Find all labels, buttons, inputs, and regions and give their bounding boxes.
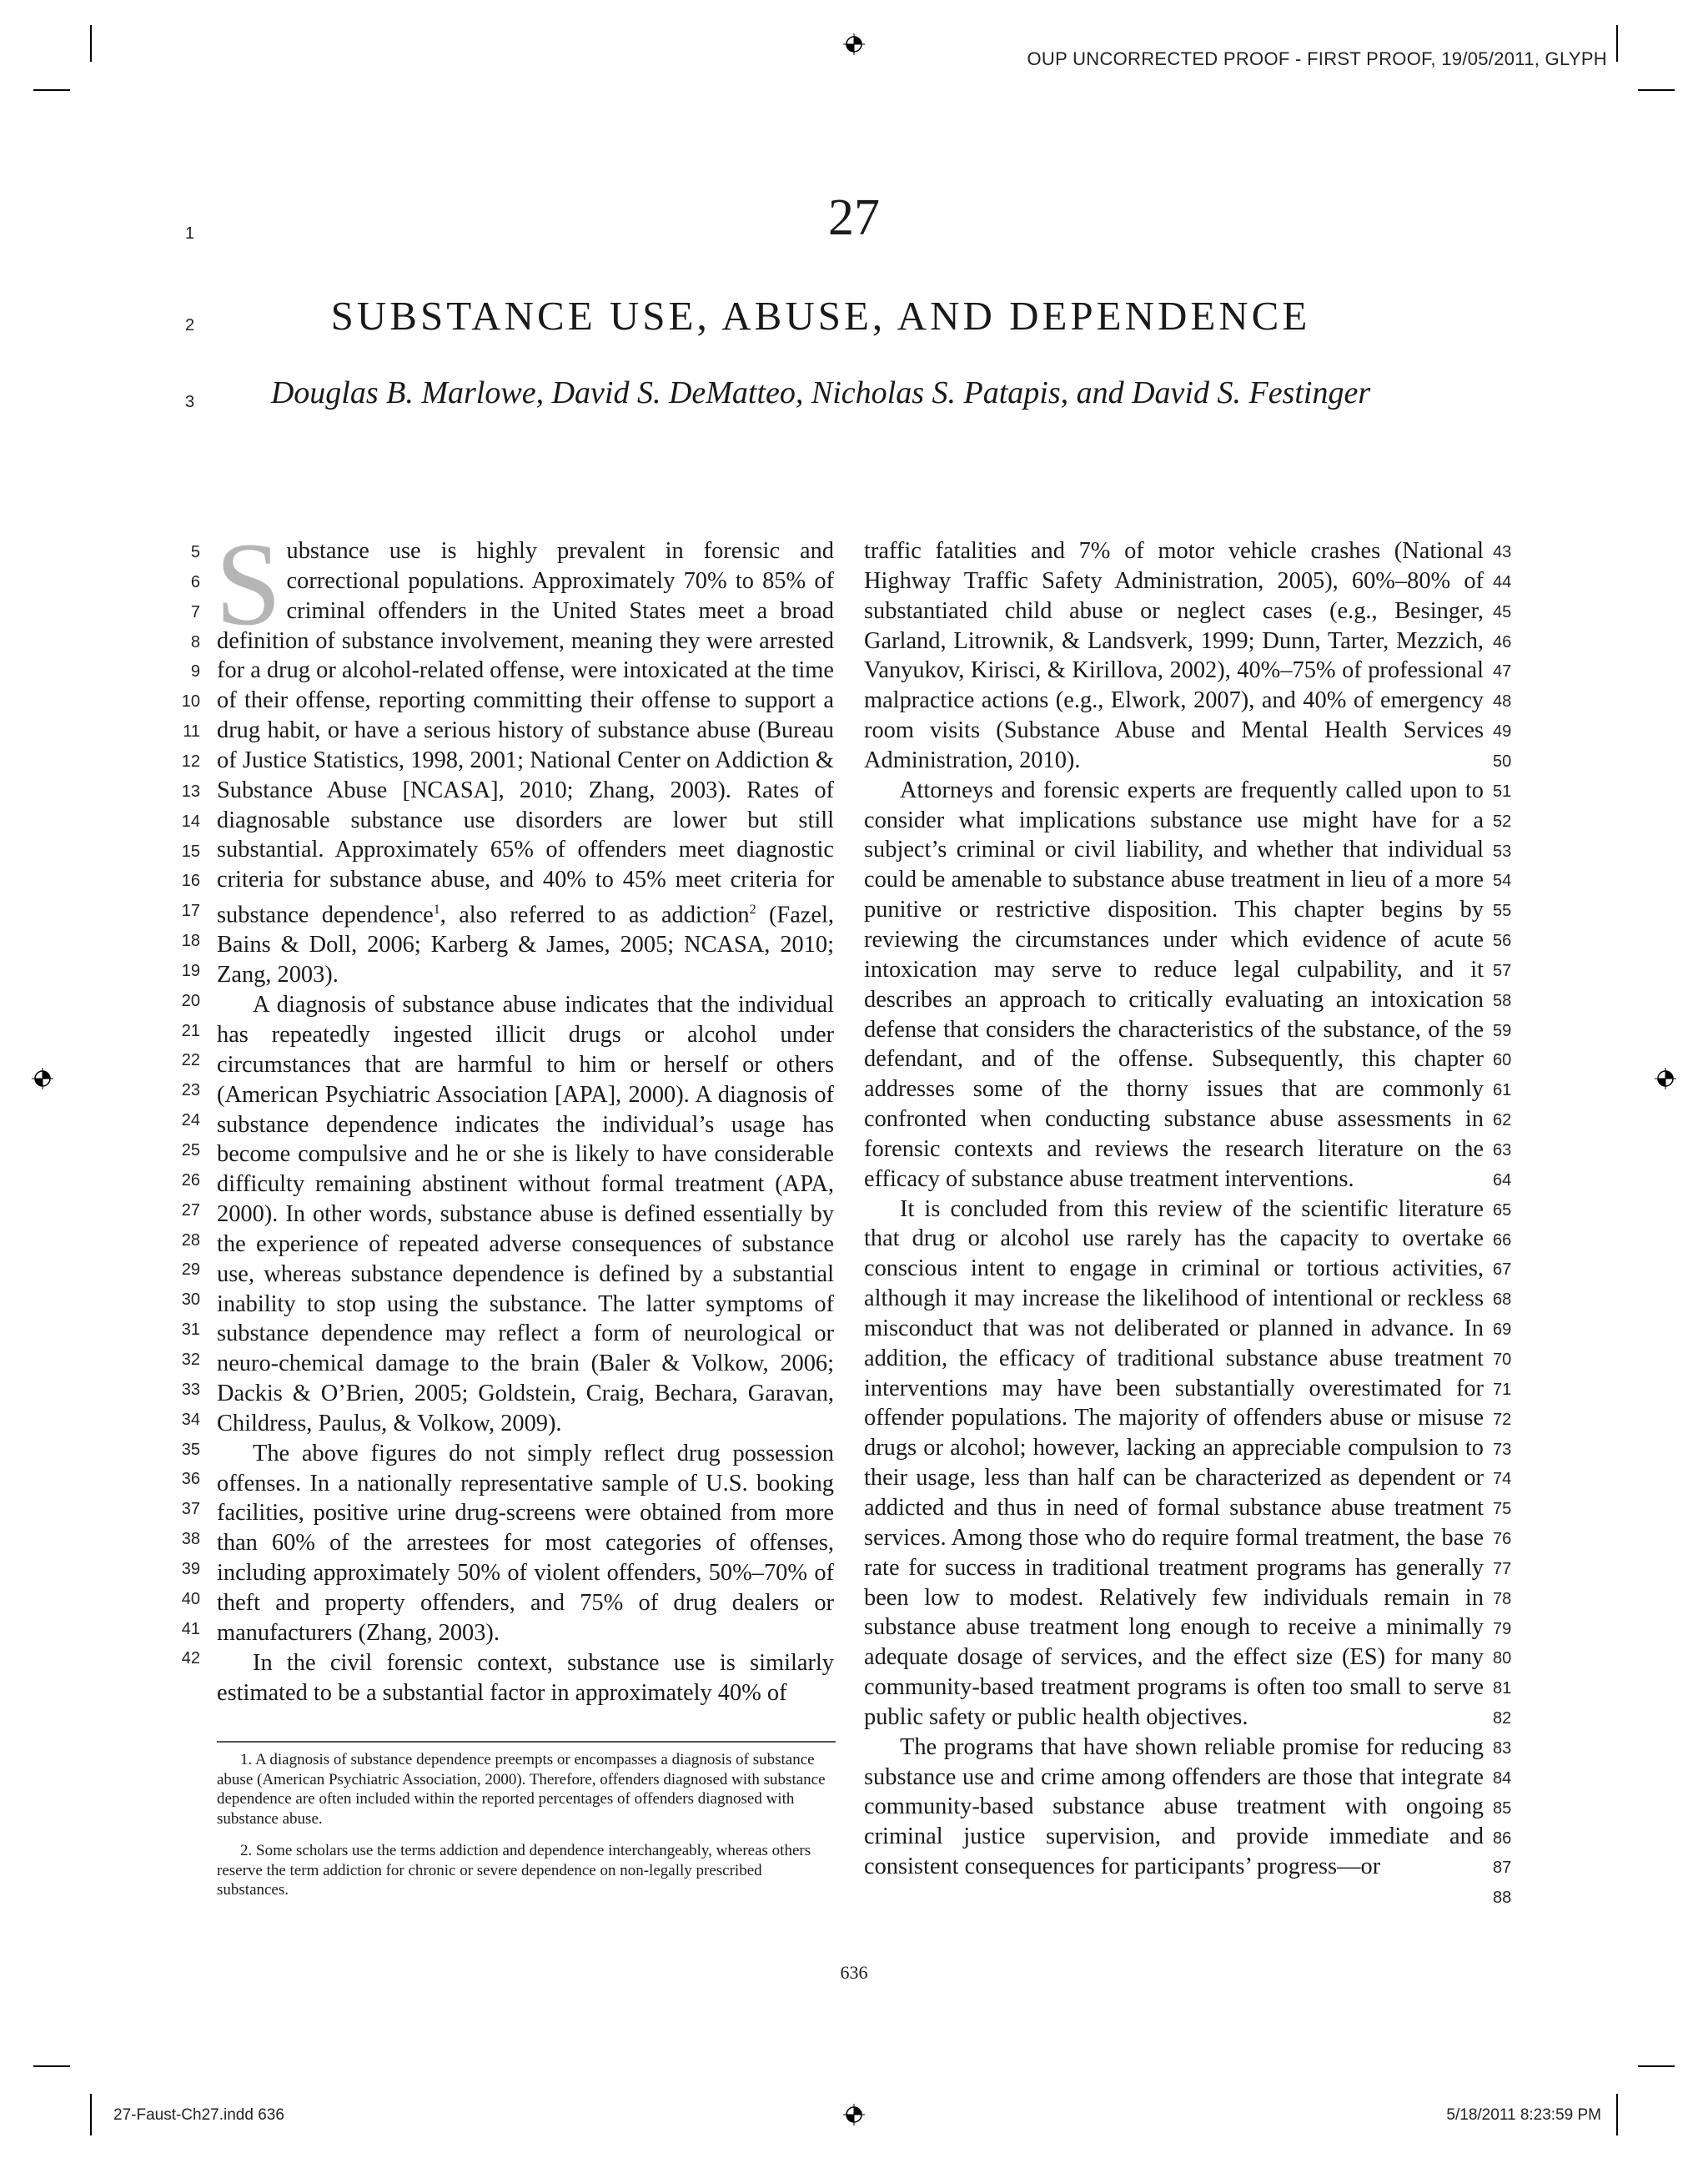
line-number: 33 [181,1380,200,1399]
registration-mark-icon [843,2104,865,2125]
line-number: 11 [183,722,200,742]
line-number: 13 [181,782,200,801]
left-column [215,518,834,1708]
line-number: 3 [185,393,195,411]
line-number: 41 [181,1619,200,1638]
line-number: 5 [190,543,200,561]
line-number: 42 [181,1649,200,1668]
line-number: 82 [1493,1709,1512,1728]
line-number: 71 [1493,1380,1512,1399]
line-number: 68 [1493,1290,1512,1310]
paragraph: In the civil forensic context, substance use is similarly estimated to be a substantial factor in approximately 40% of [217,1649,834,1706]
line-number: 72 [1493,1410,1512,1429]
line-number: 34 [181,1410,200,1429]
line-number: 26 [181,1170,200,1190]
paragraph: Attorneys and forensic experts are frequently called upon to consider what implications substance use might have for a subject’s criminal or civil liability, and whether that individual could be amenable to substance abuse treatment in lieu of a more punitive or restrictive disposition. This chapter begins by reviewing the circumstances under which evidence of acute intoxication may serve to reduce legal culpability, and it describes an approach to critically evaluating an intoxication defense that considers the characteristics of the substance, of the defendant, and of the offense. Subsequently, this chapter addresses some of the thorny issues that are commonly confronted when conducting substance abuse assessments in forensic contexts and reviews the research literature on the efficacy of substance abuse treatment interventions. [864,777,1484,1192]
line-number: 86 [1493,1829,1512,1848]
line-number: 77 [1493,1559,1512,1578]
line-number: 58 [1493,991,1512,1010]
line-number: 48 [1493,692,1512,712]
line-number: 43 [1493,543,1512,561]
line-number: 10 [181,692,200,712]
footnotes [217,1750,836,1913]
line-number: 84 [1493,1768,1512,1788]
line-number: 61 [1493,1081,1512,1100]
paragraph-text: ubstance use is highly prevalent in forensic and correctional populations. Approximately 70% to 85% of criminal offenders in the United States meet a broad definition of substance involvement, meaning they were arrested for a drug or alcohol-related offense, were intoxicated at the time of their offense, reporting committing their offense to support a drug habit, or have a serious history of substance abuse (Bureau of Justice Statistics, 1998, 2001; National Center on Addiction & Substance Abuse [NCASA], 2010; Zhang, 2003). Rates of diagnosable substance use disorders are lower but still substantial. Approximately 65% of offenders meet diagnostic criteria for substance abuse, and 40% to 45% meet criteria for substance dependence [217,538,834,928]
line-number: 24 [181,1111,200,1130]
footnote-rule [217,1741,836,1743]
line-number: 70 [1493,1350,1512,1369]
paragraph: traffic fatalities and 7% of motor vehicle crashes (National Highway Traffic Safety Administration, 2005), 60%–80% of substantiated child abuse or neglect cases (e.g., Besinger, Garland, Litrownik, & Landsverk, 1999; Dunn, Tarter, Mezzich, Vanyukov, Kirisci, & Kirillova, 2002), 40%–75% of professional malpractice actions (e.g., Elwork, 2007), and 40% of emergency room visits (Substance Abuse and Mental Health Services Administration, 2010). [864,538,1484,773]
right-column [864,536,1484,1882]
line-number: 6 [190,572,200,591]
line-number: 56 [1493,932,1512,951]
line-number: 54 [1493,872,1512,891]
line-number: 47 [1493,662,1512,682]
crop-mark [90,25,92,62]
paragraph-text: (Fazel, Bains & Doll, 2006; Karberg & James, 2005; NCASA, 2010; Zang, 2003). [217,902,834,988]
line-number: 18 [181,932,200,951]
line-number: 32 [181,1350,200,1369]
line-number: 7 [190,602,200,621]
line-number: 19 [181,961,200,980]
registration-mark-icon [843,33,865,55]
chapter-number: 27 [828,189,880,246]
line-number: 16 [181,872,200,891]
line-number: 78 [1493,1589,1512,1608]
line-number: 66 [1493,1230,1512,1250]
line-number: 15 [181,842,200,861]
line-number: 62 [1493,1111,1512,1130]
line-number: 23 [181,1081,200,1100]
line-number: 21 [181,1021,200,1040]
line-number: 2 [185,316,195,335]
line-number: 75 [1493,1500,1512,1519]
line-number: 17 [181,902,200,921]
footnote-ref[interactable]: 2 [749,903,756,918]
line-number: 22 [181,1051,200,1070]
line-number: 76 [1493,1530,1512,1549]
line-number: 25 [181,1141,200,1159]
line-number: 37 [181,1500,200,1519]
line-number: 40 [181,1589,200,1608]
line-number: 35 [181,1440,200,1459]
line-number: 9 [190,662,200,682]
line-number: 57 [1493,961,1512,980]
registration-mark-icon [1655,1068,1676,1089]
crop-mark [1616,25,1618,62]
line-number: 14 [181,812,200,831]
paragraph: The programs that have shown reliable promise for reducing substance use and crime among offenders are those that integrate community-based substance abuse treatment with ongoing criminal justice supervision, and provide immediate and consistent consequences for participants’ progress—or [864,1733,1484,1880]
line-number: 88 [1493,1889,1512,1908]
chapter-authors: Douglas B. Marlowe, David S. DeMatteo, Nicholas S. Patapis, and David S. Festinger [270,375,1371,410]
line-number: 63 [1493,1141,1512,1159]
footnote: 2. Some scholars use the terms addiction and dependence interchangeably, whereas others reserve the term addiction for chronic or severe dependence on non-legally prescribed substances. [217,1842,811,1899]
proof-stamp: OUP UNCORRECTED PROOF - FIRST PROOF, 19/05/2011, GLYPH [1027,48,1607,69]
line-number: 80 [1493,1649,1512,1668]
line-number: 59 [1493,1021,1512,1040]
line-number: 52 [1493,812,1512,831]
line-number: 36 [181,1470,200,1489]
line-number: 64 [1493,1170,1512,1190]
crop-mark [33,89,70,91]
line-number: 83 [1493,1739,1512,1758]
line-number: 87 [1493,1859,1512,1878]
crop-mark [1638,89,1675,91]
line-number: 81 [1493,1679,1512,1698]
line-number: 44 [1493,572,1512,591]
crop-mark [90,2094,92,2135]
line-number: 27 [181,1200,200,1220]
line-number: 49 [1493,722,1512,742]
line-number: 30 [181,1290,200,1310]
paragraph [215,518,834,990]
line-number: 53 [1493,842,1512,861]
paragraph: It is concluded from this review of the scientific literature that drug or alcohol use rarely has the capacity to overtake conscious intent to engage in criminal or tortious activities, although it may increase the likelihood of intentional or reckless misconduct that was not deliberated or planned in advance. In addition, the efficacy of traditional substance abuse treatment interventions may have been substantially overestimated for offender populations. The majority of offenders abuse or misuse drugs or alcohol; however, lacking an appreciable compulsion to their usage, less than half can be characterized as dependent or addicted and thus in need of formal substance abuse treatment services. Among those who do require formal treatment, the base rate for success in traditional treatment programs has generally been low to modest. Relatively few individuals remain in substance abuse treatment long enough to receive a minimally adequate dosage of services, and the effect size (ES) for many community-based treatment programs is often too small to serve public safety or public health objectives. [864,1195,1484,1730]
line-number: 31 [181,1320,200,1340]
page-number: 636 [840,1962,868,1983]
line-number: 73 [1493,1440,1512,1459]
paragraph: The above figures do not simply reflect drug possession offenses. In a nationally representative sample of U.S. booking facilities, positive urine drug-screens were obtained from more than 60% of the arrestees for most categories of offenses, including approximately 50% of violent offenders, 50%–70% of theft and property offenders, and 75% of drug dealers or manufacturers (Zhang, 2003). [217,1440,834,1646]
line-number: 8 [190,632,200,651]
line-number: 50 [1493,752,1512,771]
paragraph: A diagnosis of substance abuse indicates that the individual has repeatedly ingested illicit drugs or alcohol under circumstances that are harmful to him or herself or others (American Psychiatric Association [APA], 2000). A diagnosis of substance dependence indicates the individual’s usage has become compulsive and he or she is likely to have considerable difficulty remaining abstinent without formal treatment (APA, 2000). In other words, substance abuse is defined essentially by the experience of repeated adverse consequences of substance use, whereas substance dependence is defined by a substantial inability to stop using the substance. The latter symptoms of substance dependence may reflect a form of neurological or neuro-chemical damage to the brain (Baler & Volkow, 2006; Dackis & O’Brien, 2005; Goldstein, Craig, Bechara, Garavan, Childress, Paulus, & Volkow, 2009). [217,992,834,1436]
line-number: 20 [181,991,200,1010]
line-number: 55 [1493,902,1512,921]
line-number: 74 [1493,1470,1512,1489]
line-number: 79 [1493,1619,1512,1638]
line-number: 28 [181,1230,200,1250]
line-number: 85 [1493,1798,1512,1818]
line-number: 12 [181,752,200,771]
line-number: 67 [1493,1260,1512,1280]
footnote: 1. A diagnosis of substance dependence preempts or encompasses a diagnosis of substance abuse (American Psychiatric Association, 2000). Therefore, offenders diagnosed with substance dependence are often included within the reported percentages of offenders diagnosed with substance abuse. [217,1751,826,1828]
line-number: 46 [1493,632,1512,651]
crop-mark [1616,2094,1618,2135]
paragraph-text: , also referred to as addiction [440,902,750,928]
registration-mark-icon [32,1068,53,1089]
line-number: 60 [1493,1051,1512,1070]
line-number: 45 [1493,602,1512,621]
crop-mark [33,2065,70,2067]
line-number: 69 [1493,1320,1512,1340]
slug-timestamp: 5/18/2011 8:23:59 PM [1446,2106,1601,2124]
line-number: 1 [185,224,195,243]
line-number: 39 [181,1559,200,1578]
line-number: 65 [1493,1200,1512,1220]
slug-file: 27-Faust-Ch27.indd 636 [113,2106,284,2124]
chapter-title: SUBSTANCE USE, ABUSE, AND DEPENDENCE [330,293,1311,339]
drop-cap: S [215,518,282,650]
footnote-ref[interactable]: 1 [433,903,440,918]
line-number: 38 [181,1530,200,1549]
line-number: 29 [181,1260,200,1280]
line-number: 51 [1493,782,1512,801]
crop-mark [1638,2065,1675,2067]
